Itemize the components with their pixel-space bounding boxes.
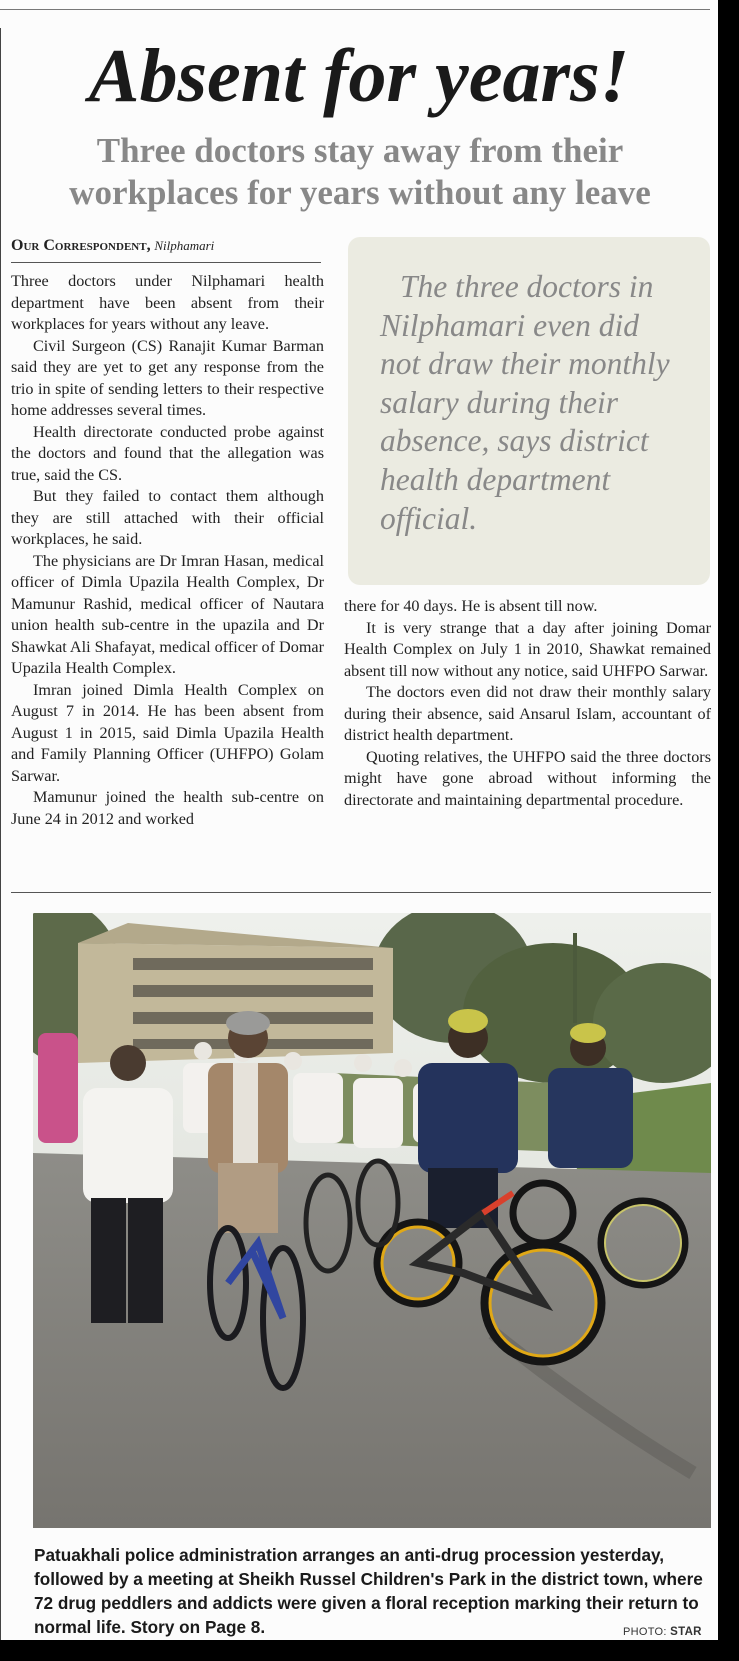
photo-credit-source: STAR	[670, 1626, 702, 1638]
byline	[11, 236, 321, 263]
article-column-left	[11, 271, 324, 830]
article-column-right	[344, 596, 711, 811]
subheadline: Three doctors stay away from their workplaces for years without any leave	[69, 131, 651, 212]
section-divider	[11, 892, 711, 893]
byline-role: Our Correspondent,	[11, 237, 151, 254]
paragraph: Imran joined Dimla Health Complex on August 7 in 2014. He has been absent from August 1 in 2015, said Dimla Upazila Health and Family Planning Officer (UHFPO) Golam Sarwar.	[11, 680, 324, 785]
left-border-rule	[0, 28, 1, 1640]
paragraph: The physicians are Dr Imran Hasan, medical officer of Dimla Upazila Health Complex, Dr Mamunur Rashid, medical officer of Nautara union health sub-centre in the upazila and Dr Shawkat Ali Shafayat, medical officer of Domar Upazila Health Complex.	[11, 551, 325, 677]
paragraph: Mamunur joined the health sub-centre on June 24 in 2012 and worked	[11, 788, 324, 828]
paragraph: Health directorate conducted probe against the doctors and found that the allegation was true, said the CS.	[11, 422, 324, 484]
paragraph: Three doctors under Nilphamari health department have been absent from their workplaces for years without any leave.	[11, 272, 324, 333]
paragraph: It is very strange that a day after joining Domar Health Complex on July 1 in 2010, Shawkat remained absent till now without any notice, said UHFPO Sarwar.	[344, 618, 711, 680]
paragraph: Civil Surgeon (CS) Ranajit Kumar Barman said they are yet to get any response from the trio in spite of sending letters to their respective home addresses several times.	[11, 336, 324, 419]
procession-photo-illustration	[33, 913, 711, 1528]
photo-credit-label: PHOTO:	[623, 1626, 667, 1638]
news-photo	[33, 913, 711, 1528]
paragraph: Quoting relatives, the UHFPO said the three doctors might have gone abroad without informing the directorate and maintaining departmental procedure.	[344, 747, 711, 809]
photo-caption: Patuakhali police administration arranges an anti-drug procession yesterday, followed by a meeting at Sheikh Russel Children's Park in the district town, where 72 drug peddlers and addicts were given a floral reception marking their return to normal life. Story on Page 8.	[34, 1545, 703, 1637]
pull-quote: The three doctors in Nilphamari even did not draw their monthly salary during their absence, says district health department official.	[380, 269, 670, 536]
paragraph: there for 40 days. He is absent till now.	[344, 597, 598, 615]
byline-place: Nilphamari	[154, 238, 215, 253]
paragraph: The doctors even did not draw their monthly salary during their absence, said Ansarul Islam, accountant of district health department.	[344, 683, 711, 744]
top-rule	[0, 9, 710, 10]
photo-credit	[623, 1626, 702, 1639]
headline: Absent for years!	[88, 34, 630, 118]
paragraph: But they failed to contact them although they are still attached with their official workplaces, he said.	[11, 487, 324, 548]
